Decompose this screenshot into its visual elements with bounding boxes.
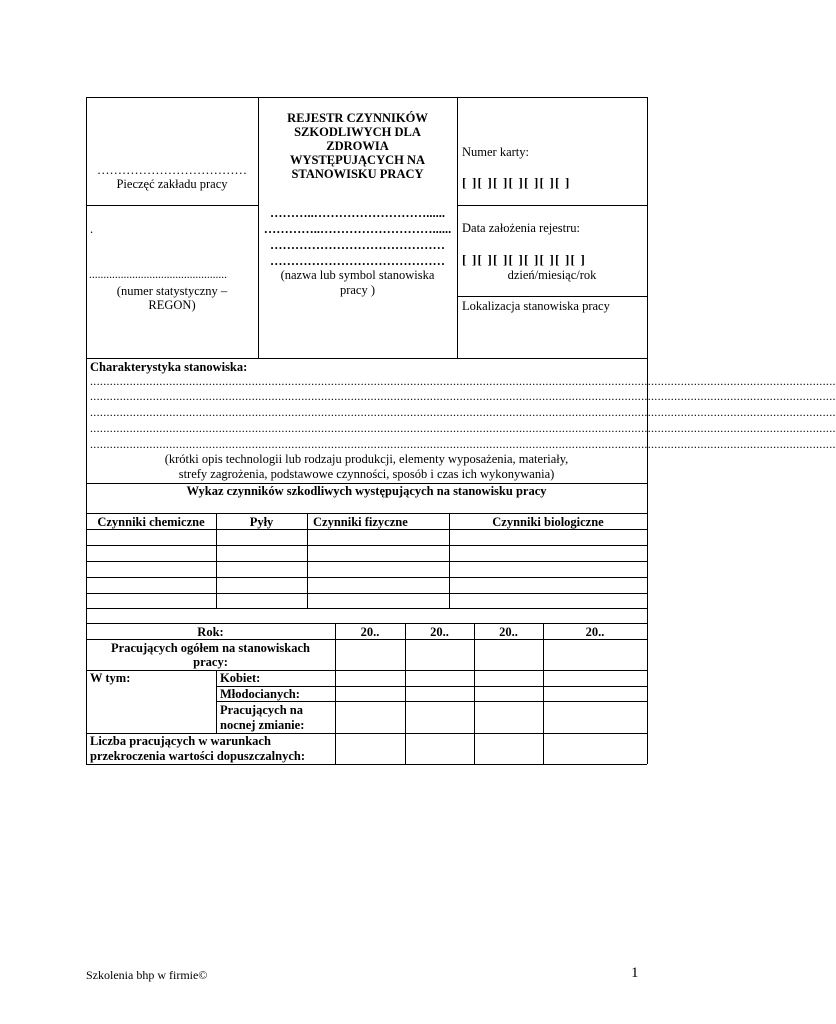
register-date-boxes[interactable]: [ ][ ][ ][ ][ ][ ][ ][ ]: [462, 252, 587, 267]
position-dots-4: ……………………………………: [270, 254, 445, 268]
page-title-line-1: REJESTR CZYNNIKÓW: [287, 111, 428, 125]
position-dots-3: ……………………………………: [270, 238, 445, 252]
location-label: Lokalizacja stanowiska pracy: [462, 299, 610, 313]
register-date-format: dzień/miesiąc/rok: [507, 268, 597, 282]
position-dots-1: ………..………………………......: [270, 206, 445, 220]
characteristics-line-4[interactable]: ..................................................................................................................................................................................................................................: [90, 421, 836, 435]
page-title-line-2: SZKODLIWYCH DLA: [294, 125, 421, 139]
position-label-line-2: pracy ): [339, 283, 376, 297]
regon-dot: .: [90, 222, 94, 236]
factors-title: Wykaz czynników szkodliwych występujących na stanowisku pracy: [186, 484, 547, 498]
exceeded-limits-label-line-1: Liczba pracujących w warunkach: [90, 734, 271, 748]
stamp-dots: ………………………………: [97, 163, 247, 177]
regon-dots: ................................................: [89, 269, 227, 281]
regon-label-line-2: REGON): [148, 298, 196, 312]
characteristics-line-1[interactable]: ..................................................................................................................................................................................................................................: [90, 374, 836, 388]
card-number-boxes[interactable]: [ ][ ][ ][ ][ ][ ][ ]: [462, 175, 571, 190]
position-dots-2: …………..………………………......: [263, 222, 452, 236]
column-header-biological: Czynniki biologiczne: [492, 515, 604, 529]
page-title-line-5: STANOWISKU PRACY: [291, 167, 424, 181]
exceeded-limits-label-line-2: przekroczenia wartości dopuszczalnych:: [90, 749, 306, 763]
characteristics-title: Charakterystyka stanowiska:: [90, 360, 248, 374]
regon-label-line-1: (numer statystyczny –: [116, 284, 228, 298]
card-number-label: Numer karty:: [462, 145, 529, 159]
year-column-4[interactable]: 20..: [585, 625, 605, 639]
column-header-dust: Pyły: [249, 515, 274, 529]
year-column-1[interactable]: 20..: [360, 625, 380, 639]
characteristics-line-5[interactable]: ..................................................................................................................................................................................................................................: [90, 437, 836, 451]
column-header-chemical: Czynniki chemiczne: [97, 515, 205, 529]
total-employed-label-line-2: pracy:: [193, 655, 228, 669]
characteristics-line-3[interactable]: ..................................................................................................................................................................................................................................: [90, 405, 836, 419]
year-label: Rok:: [197, 625, 224, 639]
including-label: W tym:: [90, 671, 131, 685]
page-number: 1: [631, 965, 639, 981]
women-label: Kobiet:: [220, 671, 261, 685]
stamp-label: Pieczęć zakładu pracy: [116, 177, 228, 191]
juveniles-label: Młodocianych:: [220, 687, 300, 701]
total-employed-label-line-1: Pracujących ogółem na stanowiskach: [111, 641, 310, 655]
column-header-physical: Czynniki fizyczne: [313, 515, 408, 529]
footer-text: Szkolenia bhp w firmie©: [86, 968, 208, 982]
characteristics-note-line-1: (krótki opis technologii lub rodzaju produkcji, elementy wyposażenia, materiały,: [164, 452, 569, 466]
characteristics-note-line-2: strefy zagrożenia, podstawowe czynności, sposób i czas ich wykonywania): [178, 467, 555, 481]
position-label-line-1: (nazwa lub symbol stanowiska: [280, 268, 435, 282]
night-shift-label-line-1: Pracujących na: [220, 703, 303, 717]
page-title-line-3: ZDROWIA: [326, 139, 389, 153]
characteristics-line-2[interactable]: ..................................................................................................................................................................................................................................: [90, 389, 836, 403]
register-date-label: Data założenia rejestru:: [462, 221, 580, 235]
year-column-3[interactable]: 20..: [499, 625, 518, 639]
year-column-2[interactable]: 20..: [430, 625, 449, 639]
page-title-line-4: WYSTĘPUJĄCYCH NA: [289, 153, 426, 167]
night-shift-label-line-2: nocnej zmianie:: [220, 718, 305, 732]
